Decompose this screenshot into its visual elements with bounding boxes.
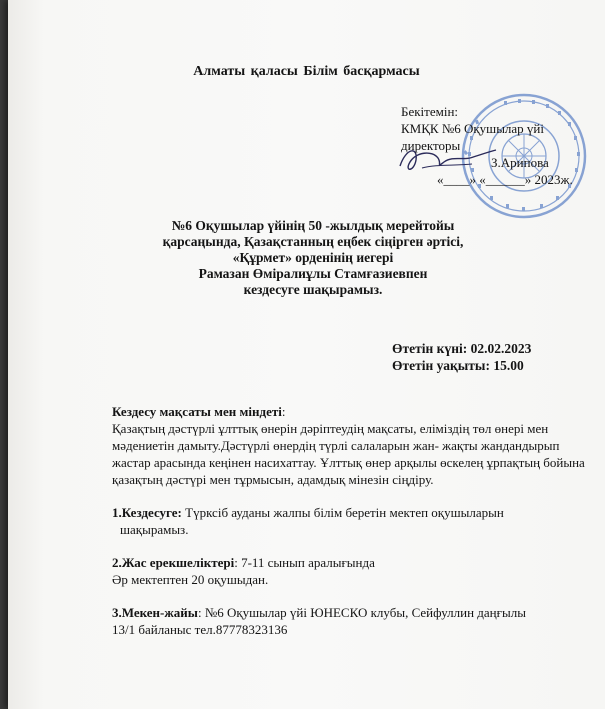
invitation-line-4: Рамазан Өміралиұлы Стамғазиевпен [198,266,428,281]
item-3-label: 3.Мекен-жайы [112,605,198,620]
item-3-text-continued: 13/1 байланыс тел.87778323136 [112,622,288,637]
approval-line-1: Бекітемін: [401,104,459,119]
document-body [112,403,598,638]
item-3 [112,604,598,621]
event-time: Өтетін уақыты: 15.00 [392,358,524,373]
item-2-label: 2.Жас ерекшеліктері [112,555,235,570]
goal-heading [112,403,598,420]
event-date: Өтетін күні: 02.02.2023 [392,341,532,356]
invitation-line-3: «Құрмет» орденінің иегері [232,250,394,265]
item-2 [112,554,598,571]
goal-colon: : [281,404,286,419]
approval-date: «____» «______» 2023ж. [437,172,573,187]
goal-text: Қазақтың дәстүрлі ұлттық өнерін дәріптеудің мақсаты, еліміздің төл өнері мен мәдениетін дамыту.Дәстүрлі өнердің түрлі салаларын жан- жақты жандандырып жастар арасында кеңінен насихаттау. Ұлттық өнер арқылы өскелең ұрпақтың бойына қазақтың дәстүрі мен тұрмысын, адамдық мінезін сіңдіру. [112,421,585,487]
document-page [8,0,605,709]
item-1-text: Түрксіб ауданы жалпы білім беретін мектеп оқушыларын [181,505,504,520]
invitation-title [158,218,468,298]
invitation-line-1: №6 Оқушылар үйінің 50 -жылдық мерейтойы [171,218,455,233]
organization-header: Алматы қаласы Білім басқармасы [193,64,420,79]
item-2-text: : 7-11 сынып аралығында [234,555,375,570]
item-1-label: 1.Кездесуге: [112,505,182,520]
invitation-line-2: қарсаңында, Қазақстанның еңбек сіңірген әртісі, [162,234,464,249]
goal-label: Кездесу мақсаты мен міндеті [112,404,282,419]
approval-block [401,103,591,188]
item-1-text-continued: шақырамыз. [120,522,189,537]
approver-name: З.Арипова [491,155,549,170]
item-3-text: : №6 Оқушылар үйі ЮНЕСКО клубы, Сейфуллин даңғылы [197,605,526,620]
event-details [392,340,531,374]
approval-line-3: директоры [401,138,461,153]
invitation-line-5: кездесуге шақырамыз. [243,282,383,297]
item-1 [112,504,598,521]
item-2-text-continued: Әр мектептен 20 оқушыдан. [112,572,269,587]
approval-line-2: КМҚК №6 Оқушылар үйі [401,121,544,136]
